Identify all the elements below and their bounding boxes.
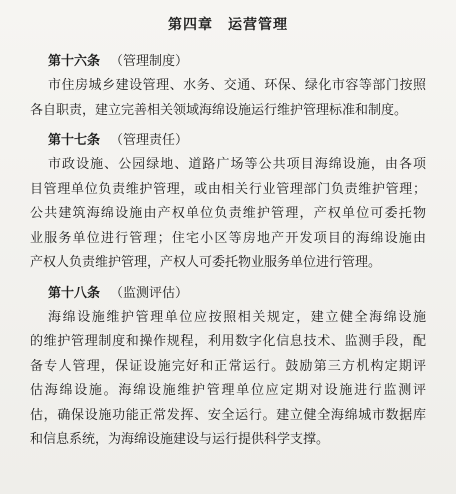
paragraph-line: 市政设施、公园绿地、道路广场等公共项目海绵设施，由各项 <box>48 157 426 172</box>
paragraph-line: 各自职责，建立完善相关领域海绵设施运行维护管理标准和制度。 <box>30 102 408 118</box>
article-17 <box>30 129 426 276</box>
paragraph-line: 估，确保设施功能正常发挥、安全运行。建立健全海绵城市数据库 <box>30 407 426 423</box>
article-topic: （管理责任） <box>110 133 189 148</box>
article-number: 第十六条 <box>48 54 101 69</box>
article-heading <box>30 129 426 153</box>
article-number: 第十八条 <box>48 285 101 301</box>
paragraph-line: 业服务单位进行管理；住宅小区等房地产开发项目的海绵设施由 <box>30 230 426 246</box>
paragraph-line: 和信息系统，为海绵设施建设与运行提供科学支撑。 <box>30 432 330 447</box>
article-heading <box>30 50 426 74</box>
chapter-title: 第四章 运营管理 <box>168 17 288 33</box>
article-18 <box>30 282 426 453</box>
paragraph-line: 目管理单位负责维护管理，或由相关行业管理部门负责维护管理； <box>30 181 426 197</box>
paragraph-line: 海绵设施维护管理单位应按照相关规定，建立健全海绵设施 <box>48 309 426 325</box>
article-heading <box>30 282 426 306</box>
paragraph-line: 备专人管理，保证设施完好和正常运行。鼓励第三方机构定期评 <box>30 358 426 374</box>
paragraph-line: 估海绵设施。海绵设施维护管理单位应定期对设施进行监测评 <box>30 383 426 398</box>
article-topic: （监测评估） <box>110 285 189 301</box>
paragraph-line: 的维护管理制度和操作规程，利用数字化信息技术、监测手段，配 <box>30 334 426 349</box>
article-topic: （管理制度） <box>110 54 189 69</box>
article-number: 第十七条 <box>48 133 101 148</box>
paragraph-line: 公共建筑海绵设施由产权单位负责维护管理，产权单位可委托物 <box>30 206 426 221</box>
paragraph-line: 市住房城乡建设管理、水务、交通、环保、绿化市容等部门按照 <box>48 78 426 93</box>
paragraph-line: 产权人负责维护管理，产权人可委托物业服务单位进行管理。 <box>30 255 382 270</box>
article-16 <box>30 50 426 123</box>
